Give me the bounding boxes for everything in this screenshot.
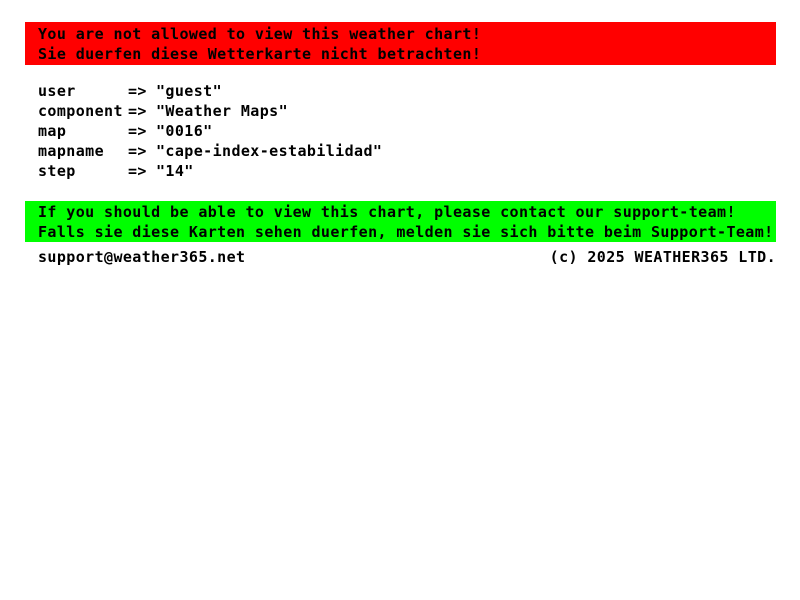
support-banner bbox=[25, 201, 776, 242]
detail-key: map bbox=[38, 122, 67, 140]
arrow-symbol: => bbox=[128, 122, 147, 140]
request-details bbox=[38, 81, 382, 181]
arrow-symbol: => bbox=[128, 102, 147, 120]
detail-value: "Weather Maps" bbox=[156, 102, 289, 120]
support-email: support@weather365.net bbox=[38, 248, 246, 266]
detail-key: component bbox=[38, 102, 123, 120]
copyright-text: (c) 2025 WEATHER365 LTD. bbox=[549, 248, 776, 266]
arrow-symbol: => bbox=[128, 82, 147, 100]
detail-value: "0016" bbox=[156, 122, 213, 140]
support-banner-line-en: If you should be able to view this chart, please contact our support-team! bbox=[38, 203, 736, 221]
footer bbox=[38, 247, 776, 267]
detail-key: mapname bbox=[38, 142, 105, 160]
detail-row-step bbox=[38, 161, 382, 181]
detail-value: "cape-index-estabilidad" bbox=[156, 142, 383, 160]
detail-key: step bbox=[38, 162, 76, 180]
error-banner-line-en: You are not allowed to view this weather chart! bbox=[38, 25, 482, 43]
arrow-symbol: => bbox=[128, 162, 147, 180]
detail-row-map bbox=[38, 121, 382, 141]
detail-value: "guest" bbox=[156, 82, 223, 100]
error-banner bbox=[25, 22, 776, 65]
detail-key: user bbox=[38, 82, 76, 100]
arrow-symbol: => bbox=[128, 142, 147, 160]
detail-value: "14" bbox=[156, 162, 194, 180]
support-banner-line-de: Falls sie diese Karten sehen duerfen, melden sie sich bitte beim Support-Team! bbox=[38, 223, 774, 241]
error-banner-line-de: Sie duerfen diese Wetterkarte nicht betrachten! bbox=[38, 45, 482, 63]
detail-row-mapname bbox=[38, 141, 382, 161]
detail-row-user bbox=[38, 81, 382, 101]
detail-row-component bbox=[38, 101, 382, 121]
